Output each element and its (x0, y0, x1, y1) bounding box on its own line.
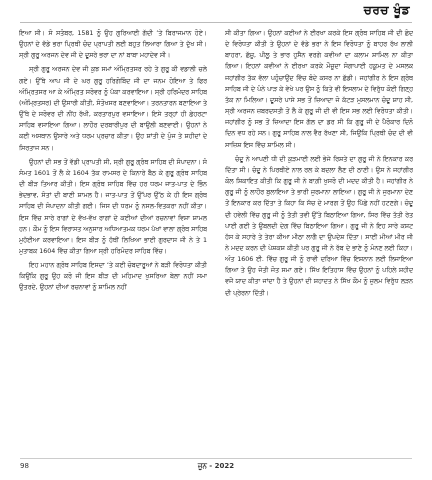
left-paragraph-3: ਉਹਨਾਂ ਦੀ ਸਭ ਤੋਂ ਵੱਡੀ ਪ੍ਰਾਪਤੀ ਸੀ, ਸ੍ਰੀ ਗੁਰੂ ਗ੍ਰੰਥ ਸਾਹਿਬ ਦੀ ਸੰਪਾਦਨਾ। ਸੰ ਸੰਮਤ 1601 ਤੋਂ ਲੈ ਕੇ 1604 ਤੱਕ ਰਾਮਸਰ ਦੇ ਕਿਨਾਰੇ ਬੈਠ ਕੇ ਗੁਰੂ ਗ੍ਰੰਥ ਸਾਹਿਬ ਦੀ ਬੀੜ ਤਿਆਰ ਕੀਤੀ। ਇਸ ਗ੍ਰੰਥ ਸਾਹਿਬ ਵਿੱਚ ਹਰ ਧਰਮ ਜਾਤ-ਪਾਤ ਦੇ ਭਿੰਨ ਭੇਦਭਾਵ, ਸੰਤਾਂ ਦੀ ਬਾਣੀ ਸ਼ਾਮਲ ਹੈ। ਜਾਤ-ਪਾਤ ਤੋਂ ਉੱਪਰ ਉੱਠ ਕੇ ਹੀ ਇਸ ਗ੍ਰੰਥ ਸਾਹਿਬ ਦੀ ਸੰਪਾਦਨਾ ਕੀਤੀ ਗਈ। ਜਿਸ ਦੀ ਧਰਮ ਨੂੰ ਨਸਲ-ਵਿਤਕਰਾ ਨਹੀਂ ਕੀਤਾ। ਇਸ ਵਿੱਚ ਸਾਰੇ ਰਾਗਾਂ ਦੇ ਵੱਖ-ਵੱਖ ਰਾਗਾਂ ਦੇ ਕਈਆਂ ਦੀਆਂ ਰਚਨਾਵਾਂ ਵਿਸ਼ਾ ਸ਼ਾਮਲ ਹਨ। ਕੌਮ ਨੂੰ ਇਸ ਵਿਰਾਸਤ ਅਨੁਸਾਰ ਅਧਿਆਤਮਕ ਧਰਮ ਪੱਖਾਂ ਵਾਲਾ ਗ੍ਰੰਥ ਸਾਹਿਬ ਮੁਹੱਈਆ ਕਰਵਾਇਆ। ਇਸ ਬੀੜ ਨੂੰ ਹੱਥੀਂ ਲਿਖਿਆ ਭਾਈ ਗੁਰਦਾਸ ਜੀ ਨੇ ਤੇ 1 ਮੁਤਾਬਕ 1604 ਵਿੱਚ ਕੀਤਾ ਗਿਆ ਸ੍ਰੀ ਹਰਿਮੰਦਰ ਸਾਹਿਬ ਵਿੱਚ। (19, 158, 207, 255)
left-paragraph-2: ਸ੍ਰੀ ਗੁਰੂ ਅਰਜਨ ਦੇਵ ਜੀ ਕੁਝ ਸਮਾਂ ਅੰਮ੍ਰਿਤਸਰ ਰਹੇ ਤੇ ਗੁਰੂ ਕੀ ਵਡਾਲੀ ਚਲੇ ਗਏ। ਉੱਥੇ ਆਪ ਜੀ ਦੇ ਘਰ ਗੁਰੂ ਹਰਿਗੋਬਿੰਦ ਜੀ ਦਾ ਜਨਮ ਹੋਇਆ ਤੇ ਫਿਰ ਅੰਮ੍ਰਿਤਸਰ ਆ ਕੇ ਅੰਮ੍ਰਿਤ ਸਰੋਵਰ ਨੂੰ ਪੱਕਾ ਕਰਵਾਇਆ। ਸ੍ਰੀ ਹਰਿਮੰਦਰ ਸਾਹਿਬ (ਅੰਮ੍ਰਿਤਸਰ) ਦੀ ਉਸਾਰੀ ਕੀਤੀ, ਸੰਤੋਖਸਰ ਬਣਵਾਇਆ। ਤਰਨਤਾਰਨ ਬਣਾਇਆ ਤੇ ਉੱਥੇ ਦੇ ਸਰੋਵਰ ਦੀ ਨੀਂਹ ਰੱਖੀ, ਕਰਤਾਰਪੁਰ ਵਸਾਇਆ। ਇਸੇ ਤਰ੍ਹਾਂ ਹੀ ਛੇਹਰਟਾ ਸਾਹਿਬ ਵਸਾਇਆ ਗਿਆ। ਲਾਹੌਰ ਦਰਬਾਰੀਪੁਰ ਦੀ ਬਾਉਲੀ ਬਣਵਾਈ। ਉਹਨਾਂ ਨੇ ਕਈ ਅਸਥਾਨ ਉਸਾਰੇ ਅਤੇ ਧਰਮ ਪ੍ਰਚਾਰ ਕੀਤਾ। ਉਹ ਸ਼ਾਂਤੀ ਦੇ ਪੁੰਜ ਤੇ ਸ਼ਹੀਦਾਂ ਦੇ ਸਿਰਤਾਜ ਸਨ। (19, 66, 207, 152)
magazine-title: ਚਰਚ ਖੂੰਡ (363, 3, 410, 17)
article-body (19, 28, 413, 453)
left-paragraph-1: ਇਆ ਸੀ। ਸੰ ਸਤੰਬਰ, 1581 ਨੂੰ ਉਹ ਗੁਰਿਆਈ ਗੱਦੀ ’ਤੇ ਬਿਰਾਜਮਾਨ ਹੋਏ। ਉਹਨਾਂ ਦੇ ਵੱਡੇ ਭਰਾ ਪ੍ਰਿਥੀ ਚੰਦ ਪ੍ਰਾਪਤੀ ਲਈ ਬਹੁਤ ਲਿਆਰਾ ਗਿਆ ਤੇ ਦੁੱਖ ਸੀ। ਸ੍ਰੀ ਗੁਰੂ ਅਰਜਨ ਦੇਵ ਜੀ ਦੇ ਦੂਸਰੇ ਭਰਾ ਦਾ ਨਾਂ ਬਾਬਾ ਮਹਾਦੇਵ ਸੀ। (19, 30, 207, 60)
right-paragraph-1: ਸੀ ਕੀਤਾ ਗਿਆ। ਉਹਨਾਂ ਕਈਆਂ ਨੇ ਈਰਖਾ ਕਰਕੇ ਇਸ ਗ੍ਰੰਥ ਸਾਹਿਬ ਜੀ ਦੀ ਛੰਦ ਦੇ ਵਿਰੋਧਤਾ ਕੀਤੀ ਤੇ ਉਹਨਾਂ ਦੇ ਵੱਡੇ ਭਰਾ ਨੇ ਇਸ ਵਿਰੋਧਤਾ ਨੂੰ ਬਾਹਰ ਰੱਖ ਲਾਲੀ ਬਾਹਰਾ, ਛੱਜੂ, ਪੀਲੂ ਤੇ ਭਾਰ ਹੁਸੈਨ ਵਰਗੇ ਕਵੀਆਂ ਦਾ ਕਲਾਮ ਸ਼ਾਮਿਲ ਨਾ ਕੀਤਾ ਗਿਆ। ਇਹਨਾਂ ਕਵੀਆਂ ਨੇ ਈਰਖਾ ਕਰਕੇ ਮੌਜੂਦਾ ਸੰਗਾਪਾਈ ਹਕੂਮਤ ਦੇ ਮਸਲਕ ਜਹਾਂਗੀਰ ਤੱਕ ਵੱਲਾ ਪਹੁੰਚਾਉਂਦ ਵਿੱਚ ਬੰਦੇ ਕਸਰ ਨਾ ਛੱਡੀ। ਜਹਾਂਗੀਰ ਨੇ ਇਸ ਗ੍ਰੰਥ ਸਾਹਿਬ ਜੀ ਦੇ ਪੰਨੇ ਪਾੜ ਕੇ ਵੇਖੇ ਪਰ ਉਸ ਨੂੰ ਕਿਤੇ ਵੀ ਇਸਲਾਮ ਦੇ ਵਿਰੁੱਧ ਕੋਈ ਗਿਣ੍ਹ ਤੱਕ ਨਾ ਮਿਲਿਆ। ਦੂਸਰੇ ਪਾਸੇ ਸਭ ਤੋਂ ਜ਼ਿਆਦਾ ਜੋ ਕੱਟੜ ਮੁਸਲਮਾਨ ਚੰਦੂ ਸ਼ਾਹ ਸੀ, ਸ੍ਰੀ ਅਰਜਨ ਜ਼ਬਰਦਸਤੀ ਤੋਂ ਲੈ ਕੇ ਗੁਰੂ ਜੀ ਦੀ ਵੀ ਇਸ ਸਭ ਲਈ ਵਿਰੋਧਤਾ ਕੀਤੀ। ਜਹਾਂਗੀਰ ਨੂੰ ਸਭ ਤੋਂ ਜ਼ਿਆਦਾ ਇਸ ਗੱਲ ਦਾ ਡਰ ਸੀ ਕਿ ਗੁਰੂ ਜੀ ਦੇ ਪੈਰੋਕਾਰ ਦਿਨੋ ਦਿਨ ਵਧ ਰਹੇ ਸਨ। ਗੁਰੂ ਸਾਹਿਬ ਨਾਲ ਵੈਰ ਰੱਖਣਾ ਸੀ, ਜਿਉਂਕਿ ਪ੍ਰਿਥੀ ਚੰਦ ਦੀ ਵੀ ਸਾਜ਼ਿਸ਼ ਇਸ ਵਿੱਚ ਸ਼ਾਮਿਲ ਸੀ। (225, 30, 413, 149)
header-rule (20, 22, 412, 23)
page-number: 98 (20, 462, 29, 470)
right-paragraph-2: ਚੰਦੂ ਨੇ ਆਪਣੀ ਧੀ ਦੀ ਕੁੜਮਾਈ ਲਈ ਭੇਜੇ ਰਿਸ਼ਤੇ ਦਾ ਗੁਰੂ ਜੀ ਨੇ ਇਨਕਾਰ ਕਰ ਦਿੱਤਾ ਸੀ। ਚੰਦੂ ਨੇ ਪਿਰਥੀਏ ਨਾਲ ਰਲ ਕੇ ਬਦਲਾ ਲੈਣ ਦੀ ਠਾਣੀ। ਉਸ ਨੇ ਜਹਾਂਗੀਰ ਕੋਲ ਸ਼ਿਕਾਇਤ ਕੀਤੀ ਕਿ ਗੁਰੂ ਜੀ ਨੇ ਬਾਗ਼ੀ ਖੁਸਰੋ ਦੀ ਮਦਦ ਕੀਤੀ ਹੈ। ਜਹਾਂਗੀਰ ਨੇ ਗੁਰੂ ਜੀ ਨੂੰ ਲਾਹੌਰ ਬੁਲਾਇਆ ਤੇ ਭਾਰੀ ਜੁਰਮਾਨਾ ਲਾਇਆ। ਗੁਰੂ ਜੀ ਨੇ ਜੁਰਮਾਨਾ ਦੇਣ ਤੋਂ ਇਨਕਾਰ ਕਰ ਦਿੱਤਾ ਤੇ ਕਿਹਾ ਕਿ ਸੱਚ ਦੇ ਮਾਰਗ ਤੋਂ ਉਹ ਪਿੱਛੇ ਨਹੀਂ ਹਟਣਗੇ। ਚੰਦੂ ਦੀ ਹਵੇਲੀ ਵਿੱਚ ਗੁਰੂ ਜੀ ਨੂੰ ਤੱਤੀ ਤਵੀ ਉੱਤੇ ਬਿਠਾਇਆ ਗਿਆ, ਸਿਰ ਵਿੱਚ ਤੱਤੀ ਰੇਤ ਪਾਈ ਗਈ ਤੇ ਉਬਲਦੀ ਦੇਗ ਵਿੱਚ ਬਿਠਾਇਆ ਗਿਆ। ਗੁਰੂ ਜੀ ਨੇ ਇਹ ਸਾਰੇ ਕਸ਼ਟ ਹੱਸ ਕੇ ਸਹਾਰੇ ਤੇ ਤੇਰਾ ਕੀਆ ਮੀਠਾ ਲਾਗੈ ਦਾ ਉਪਦੇਸ਼ ਦਿੱਤਾ। ਸਾਈਂ ਮੀਆਂ ਮੀਰ ਜੀ ਨੇ ਮਦਦ ਕਰਨ ਦੀ ਪੇਸ਼ਕਸ਼ ਕੀਤੀ ਪਰ ਗੁਰੂ ਜੀ ਨੇ ਰੱਬ ਦੇ ਭਾਣੇ ਨੂੰ ਮੰਨਣ ਲਈ ਕਿਹਾ। ਅੰਤ 1606 ਈ. ਵਿੱਚ ਗੁਰੂ ਜੀ ਨੂੰ ਰਾਵੀ ਦਰਿਆ ਵਿੱਚ ਇਸ਼ਨਾਨ ਲਈ ਲਿਜਾਇਆ ਗਿਆ ਤੇ ਉਹ ਜੋਤੀ ਜੋਤ ਸਮਾ ਗਏ। ਸਿੱਖ ਇਤਿਹਾਸ ਵਿੱਚ ਉਹਨਾਂ ਨੂੰ ਪਹਿਲੇ ਸ਼ਹੀਦ ਵਜੋਂ ਯਾਦ ਕੀਤਾ ਜਾਂਦਾ ਹੈ ਤੇ ਉਹਨਾਂ ਦੀ ਸ਼ਹਾਦਤ ਨੇ ਸਿੱਖ ਕੌਮ ਨੂੰ ਜ਼ੁਲਮ ਵਿਰੁੱਧ ਲੜਨ ਦੀ ਪ੍ਰੇਰਨਾ ਦਿੱਤੀ। (225, 155, 413, 297)
right-column (225, 28, 413, 453)
left-column (19, 28, 207, 453)
footer-rule (20, 458, 412, 459)
page-header (0, 0, 432, 22)
issue-date: ਜੂਨ - 2022 (197, 462, 235, 470)
left-paragraph-4: ਇਹ ਮਹਾਨ ਗ੍ਰੰਥ ਸਾਹਿਬ ਇਸਦਾ ‘ਤੇ ਕਈ ਚੋਬਦਾਰੂਆਂ ਨੇ ਬੜੀ ਵਿਰੋਧਤਾ ਕੀਤੀ ਕਿਉਂਕਿ ਗੁਰੂ ਉਹ ਕਰੋ ਜੀ ਇਸ ਬੀੜ ਦੀ ਮਹਿਮਾਦ ਖੁਸਰਿਆ ਬੇਲਾ ਨਹੀਂ ਸਮਾ ਉਤਰਦੇ, ਉਹਨਾਂ ਦੀਆਂ ਰਚਨਾਵਾਂ ਨੂੰ ਸ਼ਾਮਿਲ ਨਹੀਂ (19, 262, 207, 292)
